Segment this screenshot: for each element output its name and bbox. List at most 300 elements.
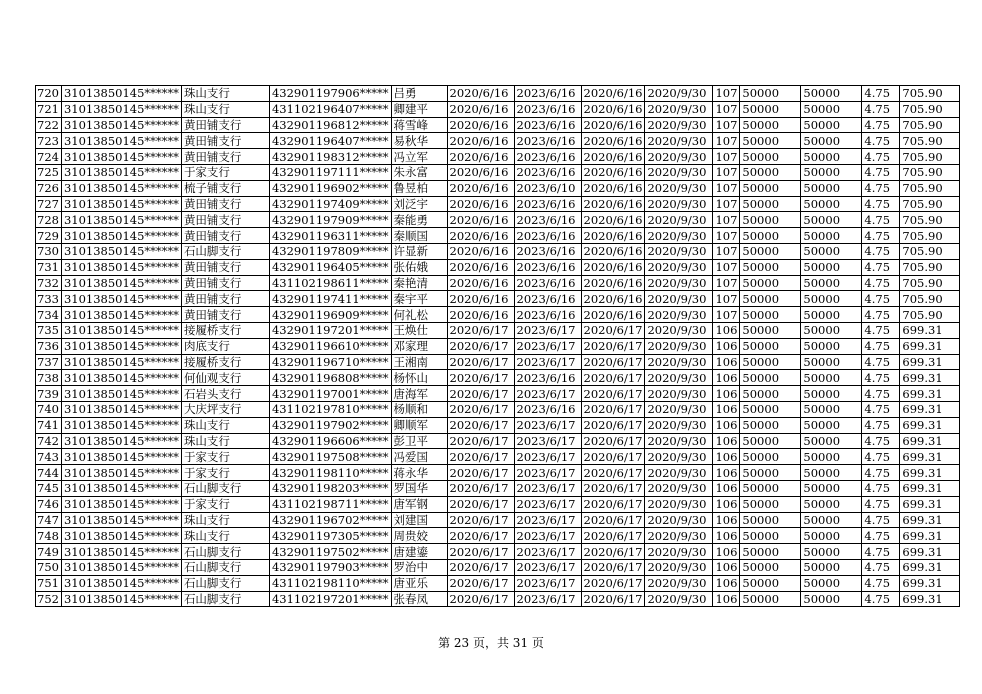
loan-amount-cell: 50000 [740, 322, 801, 338]
table-row [36, 370, 960, 386]
loan-start-date-cell: 2020/6/16 [447, 212, 514, 228]
interest-start-date-cell: 2020/6/16 [581, 133, 645, 149]
loan-start-date-cell: 2020/6/16 [447, 259, 514, 275]
id-number-cell: 432901196405***** [269, 259, 391, 275]
branch-name-cell: 石岩头支行 [181, 386, 269, 402]
borrower-name-cell: 唐亚乐 [391, 575, 447, 591]
loan-amount-cell: 50000 [740, 496, 801, 512]
borrower-name-cell: 邓家理 [391, 338, 447, 354]
interest-amount-cell: 699.31 [900, 386, 960, 402]
loan-amount-cell: 50000 [740, 307, 801, 323]
account-number-cell: 31013850145****** [61, 180, 181, 196]
id-number-cell: 432901197409***** [269, 196, 391, 212]
id-number-cell: 431102197201***** [269, 591, 391, 607]
loan-start-date-cell: 2020/6/16 [447, 149, 514, 165]
loan-table [35, 85, 960, 607]
loan-end-date-cell: 2023/6/16 [514, 196, 581, 212]
table-row [36, 354, 960, 370]
row-number-cell: 741 [36, 417, 62, 433]
days-cell: 106 [713, 322, 740, 338]
row-number-cell: 734 [36, 307, 62, 323]
branch-name-cell: 接履桥支行 [181, 322, 269, 338]
row-number-cell: 721 [36, 101, 62, 117]
account-number-cell: 31013850145****** [61, 512, 181, 528]
interest-end-date-cell: 2020/9/30 [645, 496, 713, 512]
interest-end-date-cell: 2020/9/30 [645, 149, 713, 165]
branch-name-cell: 黄田铺支行 [181, 196, 269, 212]
row-number-cell: 730 [36, 243, 62, 259]
table-body [36, 86, 960, 607]
account-number-cell: 31013850145****** [61, 401, 181, 417]
days-cell: 107 [713, 291, 740, 307]
loan-amount-cell: 50000 [740, 417, 801, 433]
row-number-cell: 740 [36, 401, 62, 417]
principal-cell: 50000 [801, 480, 862, 496]
days-cell: 106 [713, 480, 740, 496]
interest-end-date-cell: 2020/9/30 [645, 212, 713, 228]
loan-start-date-cell: 2020/6/17 [447, 496, 514, 512]
loan-start-date-cell: 2020/6/17 [447, 433, 514, 449]
loan-amount-cell: 50000 [740, 275, 801, 291]
interest-start-date-cell: 2020/6/17 [581, 433, 645, 449]
principal-cell: 50000 [801, 544, 862, 560]
days-cell: 107 [713, 117, 740, 133]
account-number-cell: 31013850145****** [61, 559, 181, 575]
interest-end-date-cell: 2020/9/30 [645, 243, 713, 259]
rate-cell: 4.75 [862, 512, 900, 528]
loan-end-date-cell: 2023/6/16 [514, 307, 581, 323]
branch-name-cell: 于家支行 [181, 449, 269, 465]
principal-cell: 50000 [801, 386, 862, 402]
principal-cell: 50000 [801, 370, 862, 386]
interest-start-date-cell: 2020/6/16 [581, 275, 645, 291]
row-number-cell: 725 [36, 164, 62, 180]
interest-end-date-cell: 2020/9/30 [645, 512, 713, 528]
loan-start-date-cell: 2020/6/16 [447, 291, 514, 307]
table-row [36, 243, 960, 259]
days-cell: 107 [713, 86, 740, 102]
interest-amount-cell: 705.90 [900, 133, 960, 149]
id-number-cell: 432901196407***** [269, 133, 391, 149]
account-number-cell: 31013850145****** [61, 101, 181, 117]
principal-cell: 50000 [801, 417, 862, 433]
row-number-cell: 727 [36, 196, 62, 212]
loan-amount-cell: 50000 [740, 512, 801, 528]
rate-cell: 4.75 [862, 196, 900, 212]
table-row [36, 101, 960, 117]
account-number-cell: 31013850145****** [61, 433, 181, 449]
rate-cell: 4.75 [862, 386, 900, 402]
interest-amount-cell: 699.31 [900, 322, 960, 338]
loan-start-date-cell: 2020/6/16 [447, 101, 514, 117]
interest-start-date-cell: 2020/6/17 [581, 449, 645, 465]
id-number-cell: 432901197903***** [269, 559, 391, 575]
rate-cell: 4.75 [862, 259, 900, 275]
interest-start-date-cell: 2020/6/16 [581, 196, 645, 212]
row-number-cell: 729 [36, 228, 62, 244]
table-row [36, 591, 960, 607]
loan-start-date-cell: 2020/6/17 [447, 575, 514, 591]
principal-cell: 50000 [801, 291, 862, 307]
branch-name-cell: 石山脚支行 [181, 243, 269, 259]
interest-start-date-cell: 2020/6/16 [581, 164, 645, 180]
loan-end-date-cell: 2023/6/17 [514, 528, 581, 544]
loan-end-date-cell: 2023/6/17 [514, 544, 581, 560]
days-cell: 107 [713, 196, 740, 212]
table-row [36, 180, 960, 196]
account-number-cell: 31013850145****** [61, 591, 181, 607]
loan-end-date-cell: 2023/6/17 [514, 496, 581, 512]
branch-name-cell: 黄田铺支行 [181, 212, 269, 228]
row-number-cell: 739 [36, 386, 62, 402]
interest-start-date-cell: 2020/6/16 [581, 149, 645, 165]
table-row [36, 512, 960, 528]
interest-amount-cell: 705.90 [900, 228, 960, 244]
loan-end-date-cell: 2023/6/17 [514, 449, 581, 465]
principal-cell: 50000 [801, 338, 862, 354]
loan-start-date-cell: 2020/6/17 [447, 591, 514, 607]
loan-start-date-cell: 2020/6/16 [447, 86, 514, 102]
days-cell: 106 [713, 354, 740, 370]
interest-start-date-cell: 2020/6/17 [581, 401, 645, 417]
table-row [36, 559, 960, 575]
interest-amount-cell: 699.31 [900, 401, 960, 417]
interest-amount-cell: 705.90 [900, 275, 960, 291]
id-number-cell: 432901197111***** [269, 164, 391, 180]
days-cell: 107 [713, 275, 740, 291]
interest-amount-cell: 705.90 [900, 243, 960, 259]
rate-cell: 4.75 [862, 149, 900, 165]
row-number-cell: 742 [36, 433, 62, 449]
row-number-cell: 731 [36, 259, 62, 275]
interest-amount-cell: 699.31 [900, 465, 960, 481]
branch-name-cell: 黄田铺支行 [181, 228, 269, 244]
principal-cell: 50000 [801, 117, 862, 133]
row-number-cell: 749 [36, 544, 62, 560]
principal-cell: 50000 [801, 354, 862, 370]
interest-amount-cell: 699.31 [900, 512, 960, 528]
account-number-cell: 31013850145****** [61, 465, 181, 481]
principal-cell: 50000 [801, 212, 862, 228]
rate-cell: 4.75 [862, 86, 900, 102]
interest-start-date-cell: 2020/6/17 [581, 322, 645, 338]
interest-amount-cell: 699.31 [900, 591, 960, 607]
branch-name-cell: 石山脚支行 [181, 480, 269, 496]
principal-cell: 50000 [801, 449, 862, 465]
loan-end-date-cell: 2023/6/16 [514, 164, 581, 180]
branch-name-cell: 珠山支行 [181, 86, 269, 102]
loan-end-date-cell: 2023/6/17 [514, 386, 581, 402]
row-number-cell: 723 [36, 133, 62, 149]
loan-end-date-cell: 2023/6/17 [514, 575, 581, 591]
account-number-cell: 31013850145****** [61, 86, 181, 102]
loan-end-date-cell: 2023/6/16 [514, 275, 581, 291]
interest-start-date-cell: 2020/6/17 [581, 528, 645, 544]
account-number-cell: 31013850145****** [61, 322, 181, 338]
branch-name-cell: 黄田铺支行 [181, 291, 269, 307]
branch-name-cell: 于家支行 [181, 465, 269, 481]
principal-cell: 50000 [801, 259, 862, 275]
rate-cell: 4.75 [862, 528, 900, 544]
loan-start-date-cell: 2020/6/16 [447, 133, 514, 149]
id-number-cell: 432901196311***** [269, 228, 391, 244]
interest-start-date-cell: 2020/6/17 [581, 370, 645, 386]
interest-start-date-cell: 2020/6/17 [581, 544, 645, 560]
interest-start-date-cell: 2020/6/17 [581, 480, 645, 496]
id-number-cell: 432901197902***** [269, 417, 391, 433]
table-row [36, 433, 960, 449]
loan-amount-cell: 50000 [740, 544, 801, 560]
row-number-cell: 735 [36, 322, 62, 338]
loan-start-date-cell: 2020/6/17 [447, 338, 514, 354]
rate-cell: 4.75 [862, 117, 900, 133]
interest-amount-cell: 699.31 [900, 338, 960, 354]
interest-end-date-cell: 2020/9/30 [645, 291, 713, 307]
borrower-name-cell: 唐海军 [391, 386, 447, 402]
branch-name-cell: 石山脚支行 [181, 591, 269, 607]
row-number-cell: 738 [36, 370, 62, 386]
account-number-cell: 31013850145****** [61, 544, 181, 560]
id-number-cell: 432901196610***** [269, 338, 391, 354]
interest-start-date-cell: 2020/6/16 [581, 259, 645, 275]
account-number-cell: 31013850145****** [61, 196, 181, 212]
borrower-name-cell: 朱永富 [391, 164, 447, 180]
days-cell: 106 [713, 417, 740, 433]
loan-end-date-cell: 2023/6/17 [514, 417, 581, 433]
days-cell: 106 [713, 465, 740, 481]
interest-amount-cell: 705.90 [900, 117, 960, 133]
interest-amount-cell: 699.31 [900, 417, 960, 433]
days-cell: 106 [713, 496, 740, 512]
interest-end-date-cell: 2020/9/30 [645, 401, 713, 417]
rate-cell: 4.75 [862, 480, 900, 496]
loan-amount-cell: 50000 [740, 180, 801, 196]
interest-start-date-cell: 2020/6/17 [581, 386, 645, 402]
borrower-name-cell: 秦艳清 [391, 275, 447, 291]
row-number-cell: 750 [36, 559, 62, 575]
interest-start-date-cell: 2020/6/16 [581, 243, 645, 259]
row-number-cell: 743 [36, 449, 62, 465]
table-row [36, 401, 960, 417]
loan-amount-cell: 50000 [740, 228, 801, 244]
borrower-name-cell: 冯爱国 [391, 449, 447, 465]
row-number-cell: 748 [36, 528, 62, 544]
loan-start-date-cell: 2020/6/16 [447, 275, 514, 291]
interest-amount-cell: 699.31 [900, 559, 960, 575]
interest-end-date-cell: 2020/9/30 [645, 164, 713, 180]
borrower-name-cell: 张春凤 [391, 591, 447, 607]
loan-start-date-cell: 2020/6/16 [447, 196, 514, 212]
loan-start-date-cell: 2020/6/17 [447, 401, 514, 417]
interest-amount-cell: 699.31 [900, 354, 960, 370]
interest-start-date-cell: 2020/6/17 [581, 338, 645, 354]
loan-amount-cell: 50000 [740, 591, 801, 607]
loan-end-date-cell: 2023/6/16 [514, 291, 581, 307]
loan-end-date-cell: 2023/6/17 [514, 322, 581, 338]
loan-amount-cell: 50000 [740, 559, 801, 575]
rate-cell: 4.75 [862, 559, 900, 575]
loan-amount-cell: 50000 [740, 101, 801, 117]
rate-cell: 4.75 [862, 164, 900, 180]
principal-cell: 50000 [801, 133, 862, 149]
borrower-name-cell: 王焕仕 [391, 322, 447, 338]
interest-end-date-cell: 2020/9/30 [645, 133, 713, 149]
account-number-cell: 31013850145****** [61, 307, 181, 323]
account-number-cell: 31013850145****** [61, 259, 181, 275]
days-cell: 106 [713, 449, 740, 465]
interest-end-date-cell: 2020/9/30 [645, 480, 713, 496]
interest-amount-cell: 699.31 [900, 480, 960, 496]
rate-cell: 4.75 [862, 370, 900, 386]
interest-start-date-cell: 2020/6/16 [581, 307, 645, 323]
row-number-cell: 724 [36, 149, 62, 165]
interest-end-date-cell: 2020/9/30 [645, 575, 713, 591]
interest-amount-cell: 705.90 [900, 149, 960, 165]
row-number-cell: 732 [36, 275, 62, 291]
interest-amount-cell: 705.90 [900, 307, 960, 323]
interest-end-date-cell: 2020/9/30 [645, 465, 713, 481]
interest-end-date-cell: 2020/9/30 [645, 528, 713, 544]
interest-end-date-cell: 2020/9/30 [645, 338, 713, 354]
borrower-name-cell: 彭卫平 [391, 433, 447, 449]
id-number-cell: 431102198611***** [269, 275, 391, 291]
id-number-cell: 431102198110***** [269, 575, 391, 591]
loan-end-date-cell: 2023/6/17 [514, 354, 581, 370]
principal-cell: 50000 [801, 86, 862, 102]
table-row [36, 164, 960, 180]
account-number-cell: 31013850145****** [61, 449, 181, 465]
loan-end-date-cell: 2023/6/17 [514, 338, 581, 354]
table-row [36, 212, 960, 228]
interest-amount-cell: 705.90 [900, 259, 960, 275]
interest-start-date-cell: 2020/6/16 [581, 291, 645, 307]
account-number-cell: 31013850145****** [61, 417, 181, 433]
loan-end-date-cell: 2023/6/17 [514, 465, 581, 481]
principal-cell: 50000 [801, 180, 862, 196]
principal-cell: 50000 [801, 528, 862, 544]
loan-amount-cell: 50000 [740, 338, 801, 354]
interest-start-date-cell: 2020/6/17 [581, 591, 645, 607]
interest-end-date-cell: 2020/9/30 [645, 449, 713, 465]
interest-start-date-cell: 2020/6/17 [581, 512, 645, 528]
borrower-name-cell: 何礼松 [391, 307, 447, 323]
loan-amount-cell: 50000 [740, 354, 801, 370]
loan-amount-cell: 50000 [740, 86, 801, 102]
interest-amount-cell: 699.31 [900, 449, 960, 465]
borrower-name-cell: 罗治中 [391, 559, 447, 575]
row-number-cell: 737 [36, 354, 62, 370]
interest-amount-cell: 705.90 [900, 164, 960, 180]
days-cell: 107 [713, 228, 740, 244]
branch-name-cell: 珠山支行 [181, 101, 269, 117]
account-number-cell: 31013850145****** [61, 338, 181, 354]
loan-end-date-cell: 2023/6/17 [514, 433, 581, 449]
interest-amount-cell: 705.90 [900, 86, 960, 102]
borrower-name-cell: 秦顺国 [391, 228, 447, 244]
interest-start-date-cell: 2020/6/17 [581, 465, 645, 481]
borrower-name-cell: 蒋雪峰 [391, 117, 447, 133]
table-row [36, 386, 960, 402]
principal-cell: 50000 [801, 559, 862, 575]
days-cell: 106 [713, 338, 740, 354]
table-row [36, 575, 960, 591]
borrower-name-cell: 冯立军 [391, 149, 447, 165]
interest-end-date-cell: 2020/9/30 [645, 180, 713, 196]
interest-amount-cell: 705.90 [900, 291, 960, 307]
id-number-cell: 432901198312***** [269, 149, 391, 165]
rate-cell: 4.75 [862, 417, 900, 433]
loan-start-date-cell: 2020/6/16 [447, 228, 514, 244]
branch-name-cell: 珠山支行 [181, 417, 269, 433]
borrower-name-cell: 刘泛宇 [391, 196, 447, 212]
rate-cell: 4.75 [862, 496, 900, 512]
branch-name-cell: 黄田铺支行 [181, 259, 269, 275]
days-cell: 106 [713, 433, 740, 449]
days-cell: 107 [713, 243, 740, 259]
branch-name-cell: 接履桥支行 [181, 354, 269, 370]
rate-cell: 4.75 [862, 354, 900, 370]
id-number-cell: 432901197411***** [269, 291, 391, 307]
id-number-cell: 432901197201***** [269, 322, 391, 338]
table-row [36, 449, 960, 465]
loan-start-date-cell: 2020/6/17 [447, 449, 514, 465]
borrower-name-cell: 唐军钢 [391, 496, 447, 512]
table-row [36, 544, 960, 560]
table-row [36, 338, 960, 354]
loan-end-date-cell: 2023/6/16 [514, 117, 581, 133]
account-number-cell: 31013850145****** [61, 386, 181, 402]
table-row [36, 117, 960, 133]
account-number-cell: 31013850145****** [61, 370, 181, 386]
loan-end-date-cell: 2023/6/17 [514, 559, 581, 575]
rate-cell: 4.75 [862, 401, 900, 417]
loan-start-date-cell: 2020/6/16 [447, 117, 514, 133]
principal-cell: 50000 [801, 496, 862, 512]
id-number-cell: 432901197305***** [269, 528, 391, 544]
loan-amount-cell: 50000 [740, 480, 801, 496]
principal-cell: 50000 [801, 275, 862, 291]
loan-amount-cell: 50000 [740, 449, 801, 465]
loan-amount-cell: 50000 [740, 149, 801, 165]
rate-cell: 4.75 [862, 291, 900, 307]
interest-amount-cell: 705.90 [900, 101, 960, 117]
interest-start-date-cell: 2020/6/16 [581, 180, 645, 196]
id-number-cell: 432901198110***** [269, 465, 391, 481]
borrower-name-cell: 杨怀山 [391, 370, 447, 386]
loan-start-date-cell: 2020/6/17 [447, 370, 514, 386]
interest-amount-cell: 699.31 [900, 496, 960, 512]
interest-end-date-cell: 2020/9/30 [645, 591, 713, 607]
principal-cell: 50000 [801, 322, 862, 338]
account-number-cell: 31013850145****** [61, 496, 181, 512]
branch-name-cell: 石山脚支行 [181, 575, 269, 591]
borrower-name-cell: 杨顺和 [391, 401, 447, 417]
branch-name-cell: 黄田铺支行 [181, 307, 269, 323]
row-number-cell: 745 [36, 480, 62, 496]
loan-end-date-cell: 2023/6/16 [514, 212, 581, 228]
borrower-name-cell: 吕勇 [391, 86, 447, 102]
account-number-cell: 31013850145****** [61, 480, 181, 496]
table-row [36, 275, 960, 291]
interest-amount-cell: 699.31 [900, 544, 960, 560]
interest-start-date-cell: 2020/6/16 [581, 117, 645, 133]
loan-end-date-cell: 2023/6/16 [514, 243, 581, 259]
borrower-name-cell: 唐建鎏 [391, 544, 447, 560]
account-number-cell: 31013850145****** [61, 149, 181, 165]
branch-name-cell: 石山脚支行 [181, 544, 269, 560]
borrower-name-cell: 许显新 [391, 243, 447, 259]
interest-start-date-cell: 2020/6/17 [581, 417, 645, 433]
